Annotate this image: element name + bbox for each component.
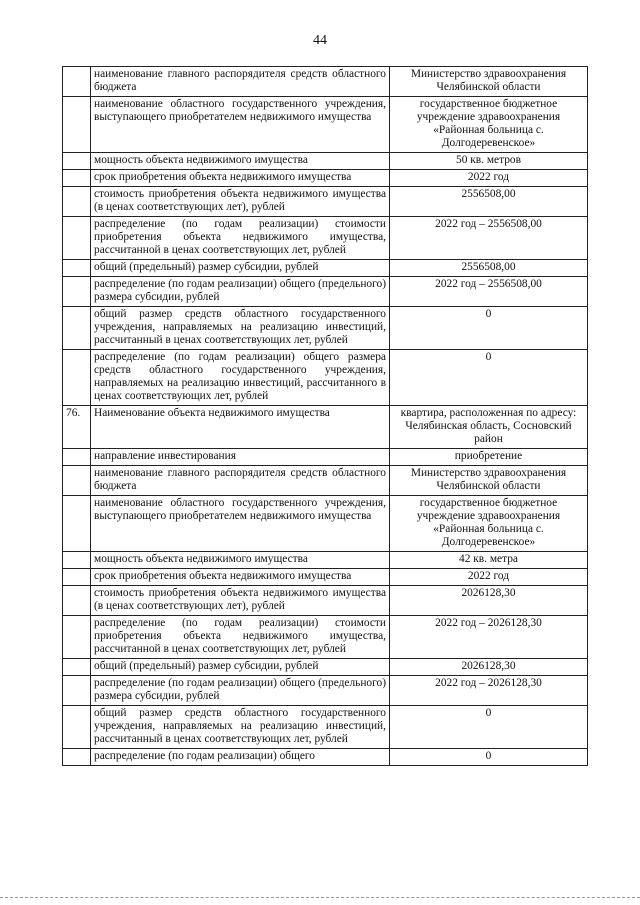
table-row [63, 97, 588, 153]
table-row [63, 350, 588, 406]
row-value: 2022 год – 2556508,00 [390, 277, 588, 307]
row-value: 2022 год – 2026128,30 [390, 676, 588, 706]
row-number [63, 706, 91, 749]
table-row [63, 496, 588, 552]
row-number [63, 67, 91, 97]
row-label: общий размер средств областного государственного учреждения, направляемых на реализацию инвестиций, рассчитанный в ценах соответствующих лет, рублей [91, 307, 390, 350]
row-value: 2556508,00 [390, 260, 588, 277]
row-label: направление инвестирования [91, 449, 390, 466]
table-row [63, 616, 588, 659]
row-number [63, 616, 91, 659]
row-label: распределение (по годам реализации) общего (предельного) размера субсидии, рублей [91, 277, 390, 307]
row-label: распределение (по годам реализации) стоимости приобретения объекта недвижимого имущества, рассчитанной в ценах соответствующих лет, рублей [91, 217, 390, 260]
table-row [63, 153, 588, 170]
row-value: 2556508,00 [390, 187, 588, 217]
row-number [63, 496, 91, 552]
table-row [63, 187, 588, 217]
row-value: 2022 год [390, 170, 588, 187]
row-number [63, 153, 91, 170]
table-row [63, 586, 588, 616]
row-value: 2022 год – 2556508,00 [390, 217, 588, 260]
table-row [63, 466, 588, 496]
row-value: 0 [390, 749, 588, 766]
investment-table [62, 66, 588, 766]
row-value: 2022 год – 2026128,30 [390, 616, 588, 659]
row-label: мощность объекта недвижимого имущества [91, 153, 390, 170]
table-row [63, 449, 588, 466]
row-label: наименование областного государственного учреждения, выступающего приобретателем недвижимого имущества [91, 496, 390, 552]
row-label: распределение (по годам реализации) стоимости приобретения объекта недвижимого имущества, рассчитанной в ценах соответствующих лет, рублей [91, 616, 390, 659]
row-number [63, 217, 91, 260]
table-row [63, 659, 588, 676]
row-label: распределение (по годам реализации) общего размера средств областного государственного учреждения, направляемых на реализацию инвестиций, рассчитанного в ценах соответствующих лет, рублей [91, 350, 390, 406]
row-value: 0 [390, 706, 588, 749]
row-number [63, 350, 91, 406]
row-value: приобретение [390, 449, 588, 466]
table-row [63, 260, 588, 277]
row-label: стоимость приобретения объекта недвижимого имущества (в ценах соответствующих лет), рублей [91, 187, 390, 217]
row-value: 42 кв. метра [390, 552, 588, 569]
row-label: общий размер средств областного государственного учреждения, направляемых на реализацию инвестиций, рассчитанный в ценах соответствующих лет, рублей [91, 706, 390, 749]
row-value: Министерство здравоохранения Челябинской области [390, 67, 588, 97]
row-number [63, 97, 91, 153]
row-number [63, 449, 91, 466]
table-row [63, 706, 588, 749]
row-label: срок приобретения объекта недвижимого имущества [91, 569, 390, 586]
row-number [63, 569, 91, 586]
row-value: государственное бюджетное учреждение здравоохранения «Районная больница с. Долгодеревенское» [390, 496, 588, 552]
page-number: 44 [313, 33, 327, 48]
row-label: наименование областного государственного учреждения, выступающего приобретателем недвижимого имущества [91, 97, 390, 153]
row-label: общий (предельный) размер субсидии, рублей [91, 260, 390, 277]
row-label: стоимость приобретения объекта недвижимого имущества (в ценах соответствующих лет), рублей [91, 586, 390, 616]
row-value: 0 [390, 307, 588, 350]
row-number [63, 187, 91, 217]
row-number [63, 749, 91, 766]
row-number [63, 659, 91, 676]
row-label: срок приобретения объекта недвижимого имущества [91, 170, 390, 187]
table-row [63, 676, 588, 706]
row-label: распределение (по годам реализации) общего [91, 749, 390, 766]
row-label: общий (предельный) размер субсидии, рублей [91, 659, 390, 676]
row-label: Наименование объекта недвижимого имущества [91, 406, 390, 449]
row-number [63, 307, 91, 350]
row-label: наименование главного распорядителя средств областного бюджета [91, 466, 390, 496]
row-label: распределение (по годам реализации) общего (предельного) размера субсидии, рублей [91, 676, 390, 706]
row-number [63, 552, 91, 569]
table-row [63, 552, 588, 569]
row-number [63, 170, 91, 187]
row-label: мощность объекта недвижимого имущества [91, 552, 390, 569]
row-value: 50 кв. метров [390, 153, 588, 170]
row-value: 2022 год [390, 569, 588, 586]
table-row [63, 170, 588, 187]
row-value: государственное бюджетное учреждение здравоохранения «Районная больница с. Долгодеревенское» [390, 97, 588, 153]
row-number [63, 277, 91, 307]
row-number [63, 260, 91, 277]
table-row [63, 406, 588, 449]
table-row [63, 67, 588, 97]
row-number [63, 466, 91, 496]
table-row [63, 749, 588, 766]
row-label: наименование главного распорядителя средств областного бюджета [91, 67, 390, 97]
row-value: 2026128,30 [390, 659, 588, 676]
table-row [63, 217, 588, 260]
page-bottom-divider [0, 897, 640, 898]
row-value: квартира, расположенная по адресу: Челябинская область, Сосновский район [390, 406, 588, 449]
row-value: Министерство здравоохранения Челябинской области [390, 466, 588, 496]
table-row [63, 569, 588, 586]
table-row [63, 277, 588, 307]
row-value: 0 [390, 350, 588, 406]
row-value: 2026128,30 [390, 586, 588, 616]
table-row [63, 307, 588, 350]
row-number [63, 676, 91, 706]
row-number: 76. [63, 406, 91, 449]
row-number [63, 586, 91, 616]
